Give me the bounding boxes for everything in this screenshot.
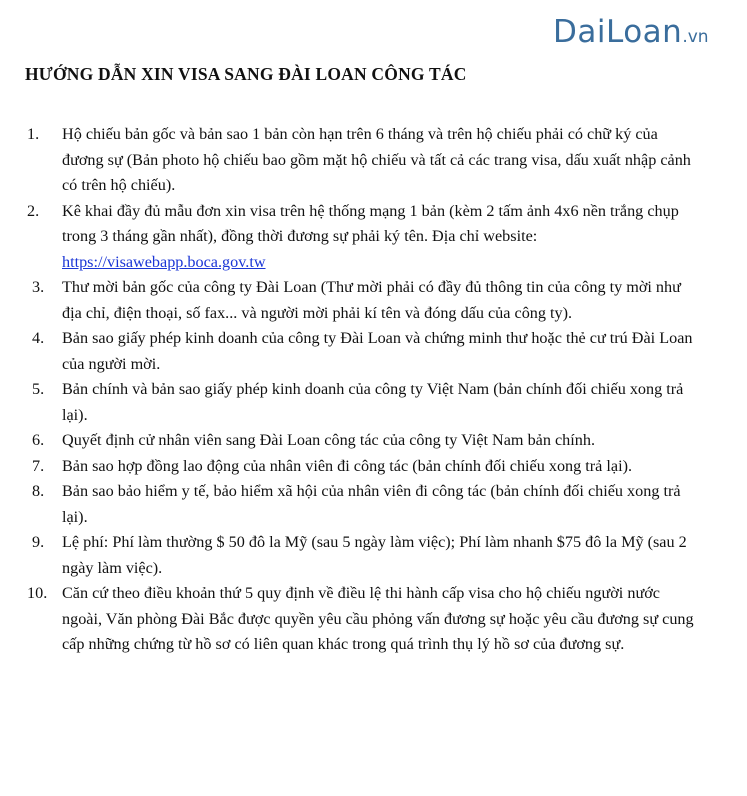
item-number: 4. [32, 329, 45, 347]
item-text: Bản chính và bản sao giấy phép kinh doanh của công ty Việt Nam (bản chính đối chiếu xong trả lại). [62, 380, 684, 424]
site-logo[interactable] [553, 12, 709, 57]
logo-tld: .vn [682, 27, 709, 47]
requirements-list [0, 122, 747, 658]
item-number: 8. [32, 482, 45, 500]
item-number: 2. [27, 201, 40, 220]
item-number: 7. [32, 456, 45, 475]
list-item [0, 428, 747, 454]
item-text: Hộ chiếu bản gốc và bản sao 1 bản còn hạn trên 6 tháng và trên hộ chiếu phải có chữ ký của đương sự (Bản photo hộ chiếu bao gồm mặt hộ chiếu và tất cả các trang visa, dấu xuất nhập cảnh có trên hộ chiếu). [62, 125, 691, 194]
item-number: 3. [32, 278, 45, 296]
item-number: 6. [32, 431, 45, 449]
list-item [0, 581, 747, 658]
item-text: Lệ phí: Phí làm thường $ 50 đô la Mỹ (sau 5 ngày làm việc); Phí làm nhanh $75 đô la Mỹ (sau 2 ngày làm việc). [62, 533, 687, 577]
item-number: 9. [32, 533, 45, 551]
list-item [0, 326, 747, 377]
list-item [0, 275, 747, 326]
item-text: Bản sao giấy phép kinh doanh của công ty Đài Loan và chứng minh thư hoặc thẻ cư trú Đài Loan của người mời. [62, 329, 693, 373]
item-text: Bản sao hợp đồng lao động của nhân viên đi công tác (bản chính đối chiếu xong trả lại). [62, 456, 633, 475]
item-text: Căn cứ theo điều khoản thứ 5 quy định về điều lệ thi hành cấp visa cho hộ chiếu người nước ngoài, Văn phòng Đài Bắc được quyền yêu cầu phỏng vấn đương sự hoặc yêu cầu đương sự cung cấp những chứng từ hồ sơ có liên quan khác trong quá trình thụ lý hồ sơ của đương sự. [62, 584, 694, 653]
document-title: HƯỚNG DẪN XIN VISA SANG ĐÀI LOAN CÔNG TÁC [25, 64, 467, 84]
list-item [0, 479, 747, 530]
list-item [0, 530, 747, 581]
list-item [0, 377, 747, 428]
item-text: Thư mời bản gốc của công ty Đài Loan (Thư mời phải có đầy đủ thông tin của công ty mời như địa chỉ, điện thoại, số fax... và người mời phải kí tên và đóng dấu của công ty). [62, 278, 681, 322]
item-number: 1. [27, 125, 40, 143]
item-number: 5. [32, 380, 45, 398]
list-item [0, 454, 747, 480]
logo-brand: DaiLoan [553, 14, 683, 50]
list-item [0, 122, 747, 199]
item-text [62, 199, 696, 276]
item-text: Bản sao bảo hiểm y tế, bảo hiểm xã hội của nhân viên đi công tác (bản chính đối chiếu xong trả lại). [62, 482, 681, 526]
visa-website-link[interactable]: https://visawebapp.boca.gov.tw [62, 252, 266, 271]
item-text: Quyết định cử nhân viên sang Đài Loan công tác của công ty Việt Nam bản chính. [62, 431, 595, 449]
list-item [0, 199, 747, 276]
item-number: 10. [27, 584, 48, 602]
item-text-body: Kê khai đầy đủ mẫu đơn xin visa trên hệ thống mạng 1 bản (kèm 2 tấm ảnh 4x6 nền trắng chụp trong 3 tháng gần nhất), đồng thời đương sự phải ký tên. Địa chỉ website: [62, 201, 679, 245]
